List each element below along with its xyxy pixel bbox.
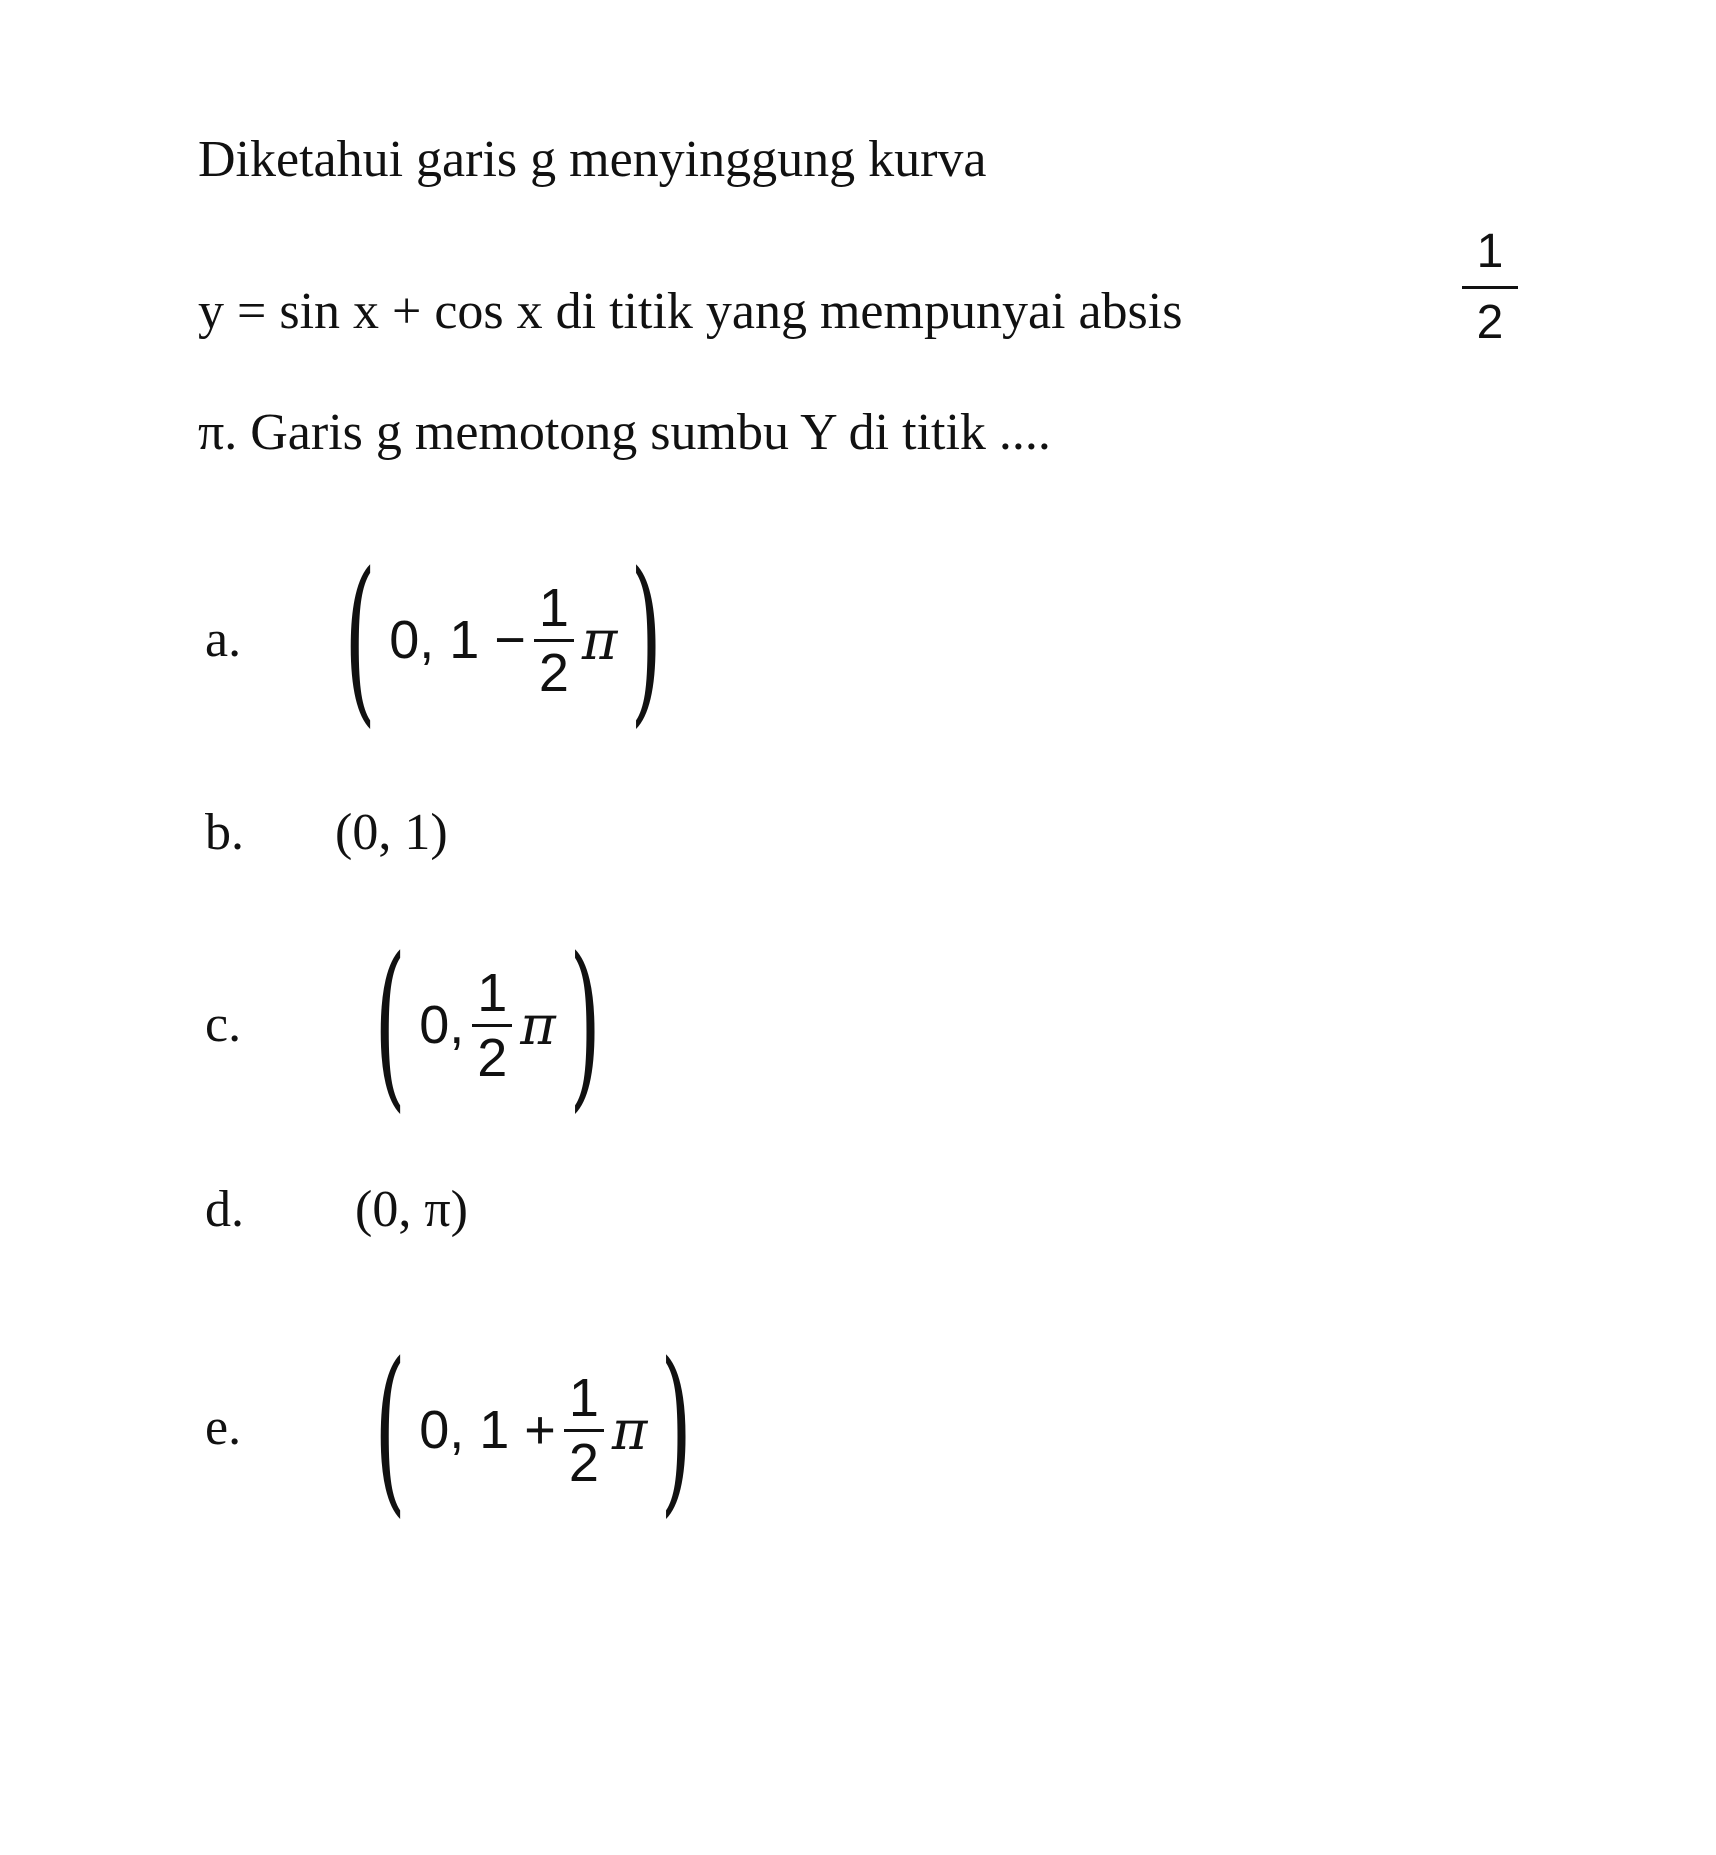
option-c-num: 1 [477,962,508,1023]
option-b-letter: b. [205,804,244,861]
option-a-right-paren: ) [630,535,663,744]
option-a-inner [389,577,617,704]
option-e-right-paren: ) [660,1325,693,1534]
option-a-left-paren: ( [344,535,376,744]
question-line-3 [198,403,1051,463]
option-e-before: 0, 1 + [419,1400,556,1460]
option-e-inner [419,1367,647,1494]
option-e-den: 2 [568,1432,599,1493]
abscissa-fraction [1462,222,1518,353]
question-line-2-text: y = sin x + cos x di titik yang mempunyai absis [198,283,1183,340]
option-a-den: 2 [538,642,569,703]
abscissa-denominator: 2 [1476,296,1504,349]
option-c-right-paren: ) [569,920,601,1129]
option-a-pi: π [581,608,618,672]
option-d-text[interactable]: (0, π) [355,1181,468,1238]
option-c-pi: π [520,993,556,1057]
option-b-text[interactable]: (0, 1) [335,804,448,861]
option-c-fraction [472,962,512,1089]
option-c-expression[interactable] [355,920,620,1129]
option-e-expression[interactable] [355,1325,712,1534]
option-e-letter: e. [205,1399,242,1456]
option-a-before: 0, 1 − [389,610,526,670]
option-c-den: 2 [477,1027,508,1088]
option-a-fraction [534,577,574,704]
option-c-left-paren: ( [374,920,406,1129]
option-e-pi: π [611,1398,648,1462]
question-line-1-text: Diketahui garis g menyinggung kurva [198,131,987,188]
abscissa-numerator: 1 [1476,225,1504,278]
option-c-inner [419,962,556,1089]
option-e-fraction [564,1367,604,1494]
question-line-3-text: π. Garis g memotong sumbu Y di titik .... [198,404,1051,461]
option-a-expression[interactable] [325,535,682,744]
option-a-num: 1 [538,577,569,638]
question-line-1 [198,130,987,190]
question-line-2 [198,282,1182,342]
option-c-letter: c. [205,996,242,1053]
option-a-letter: a. [205,611,242,668]
option-e-num: 1 [568,1367,599,1428]
abscissa-fraction-bar [1462,286,1518,289]
option-e-left-paren: ( [374,1325,406,1534]
option-d-letter: d. [205,1181,244,1238]
option-c-before: 0, [419,995,465,1055]
